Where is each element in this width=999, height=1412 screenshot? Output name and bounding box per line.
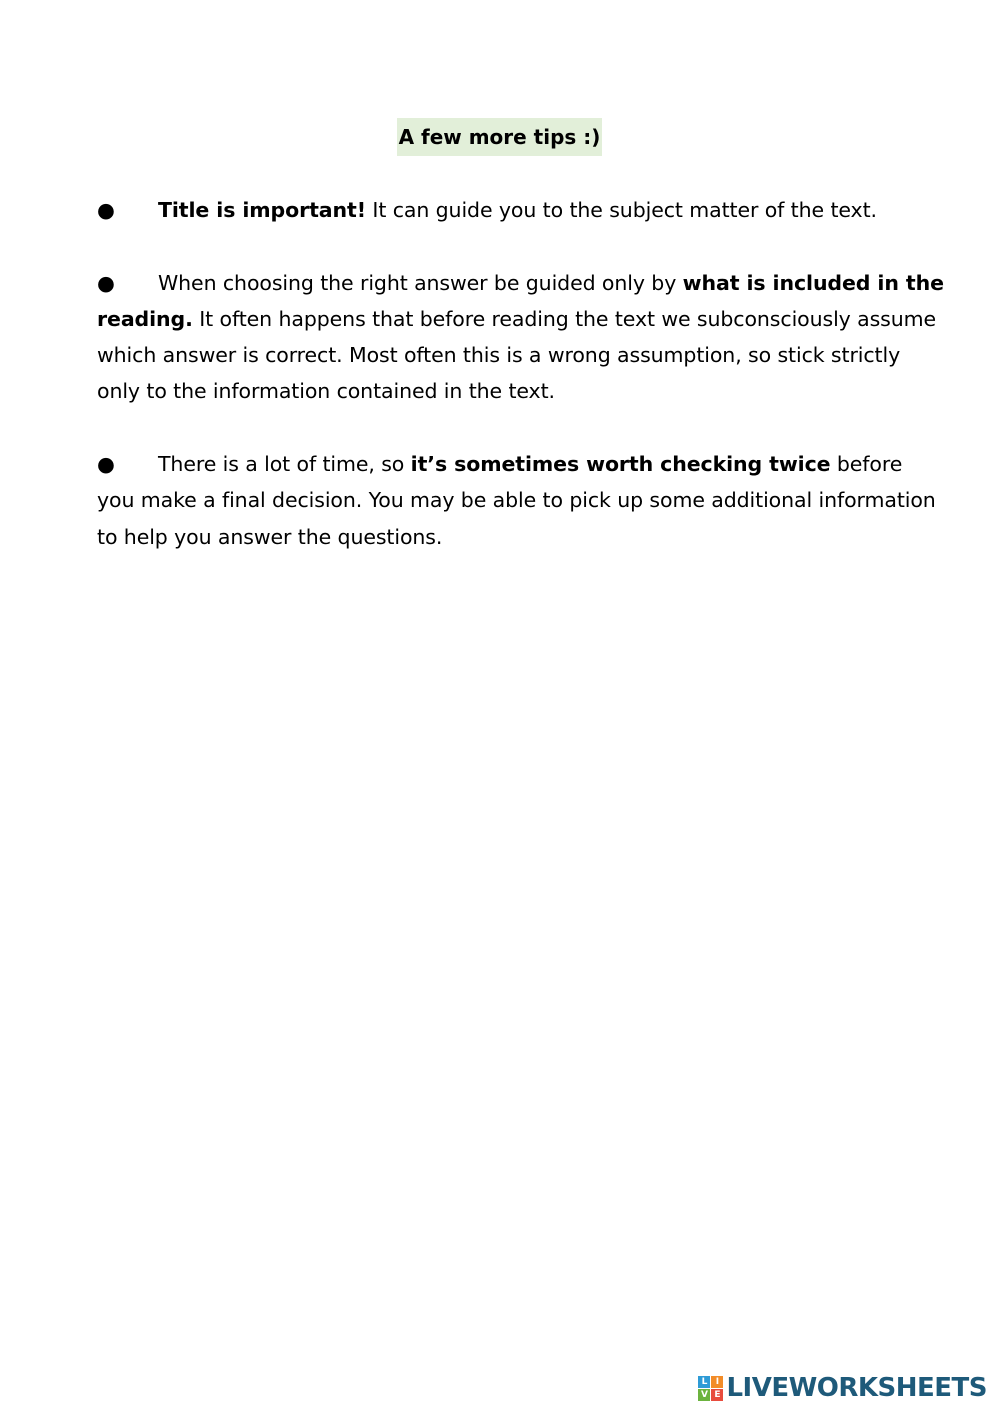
- tip-text: There is a lot of time, so: [158, 452, 411, 477]
- bullet-icon: ●: [97, 270, 115, 295]
- tip-paragraph: [97, 446, 945, 555]
- tip-emphasis: what is included in the reading.: [97, 270, 944, 331]
- logo-mark-letter: V: [698, 1389, 710, 1401]
- liveworksheets-logo[interactable]: [698, 1368, 987, 1408]
- tip-text: When choosing the right answer be guided only by: [158, 270, 683, 295]
- logo-mark-letter: E: [711, 1389, 723, 1401]
- tip-emphasis: Title is important!: [158, 198, 366, 222]
- bullet-icon: ●: [97, 198, 115, 222]
- tip-text: It can guide you to the subject matter of the text.: [365, 198, 877, 222]
- tip-paragraph: [97, 192, 945, 228]
- logo-mark-letter: L: [698, 1376, 710, 1388]
- bullet-icon: ●: [97, 452, 115, 477]
- page-title: A few more tips :): [397, 118, 603, 156]
- tip-text: It often happens that before reading the text we subconsciously assume which answer is correct. Most often this is a wrong assumption, so stick strictly only to the information contained in the text.: [97, 306, 937, 404]
- tip-text: before you make a final decision. You may be able to pick up some additional information to help you answer the questions.: [97, 452, 936, 549]
- tip-paragraph: [97, 265, 945, 410]
- liveworksheets-logo-icon: [698, 1376, 723, 1401]
- logo-mark-letter: I: [711, 1376, 723, 1388]
- tip-emphasis: it’s sometimes worth checking twice: [410, 452, 831, 477]
- title-container: [0, 118, 999, 156]
- logo-text: LIVEWORKSHEETS: [726, 1373, 987, 1403]
- tips-list: [97, 192, 945, 591]
